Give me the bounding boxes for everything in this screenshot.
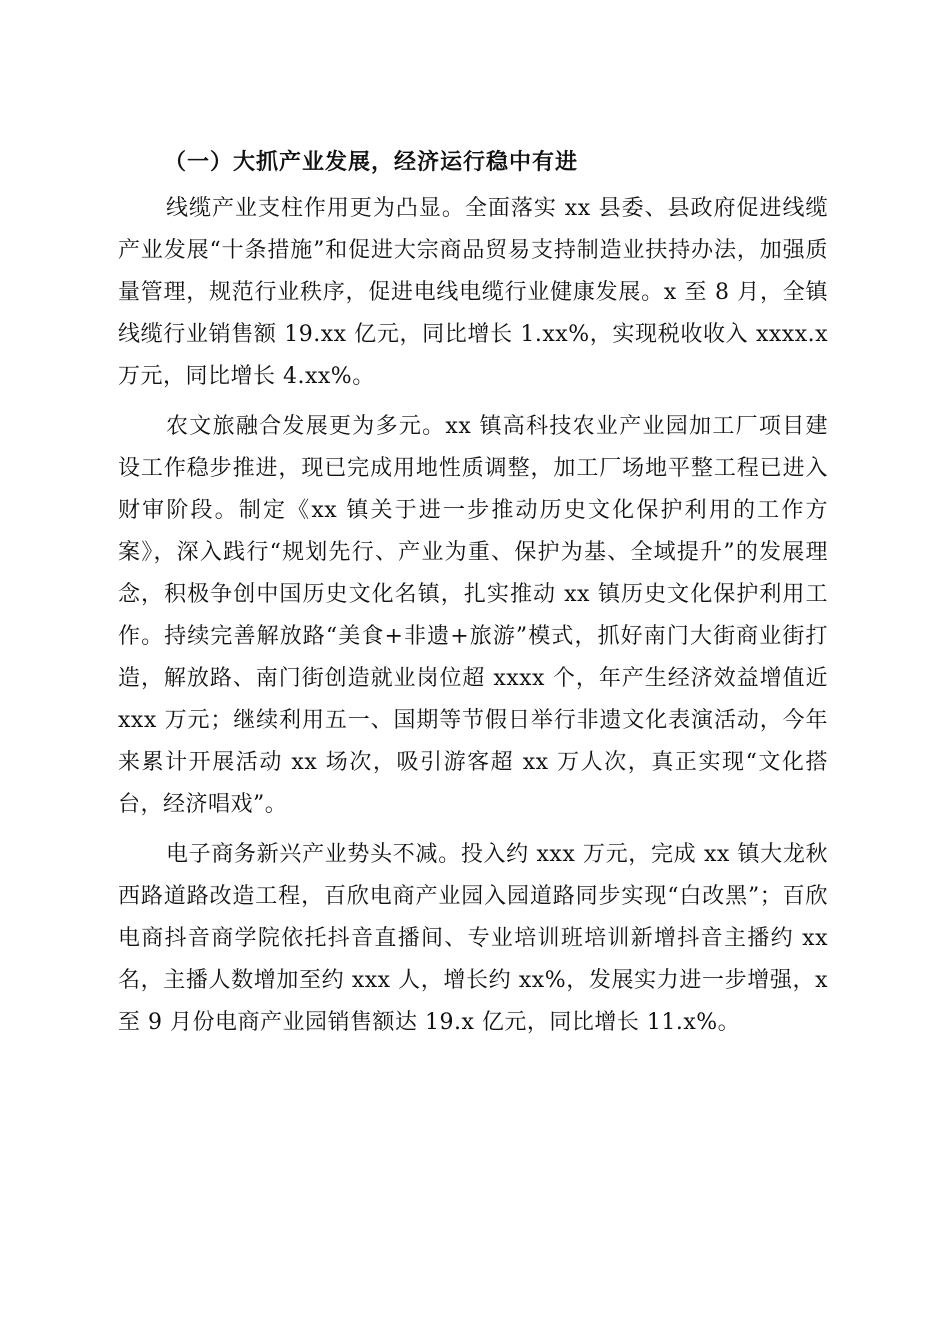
section-heading: （一）大抓产业发展，经济运行稳中有进 <box>164 149 579 175</box>
paragraph-cable-industry: 线缆产业支柱作用更为凸显。全面落实 xx 县委、县政府促进线缆产业发展“十条措施”和促进大宗商品贸易支持制造业扶持办法，加强质量管理，规范行业秩序，促进电线电缆行业健康发展。x 至 8 月，全镇线缆行业销售额 19.xx 亿元，同比增长 1.xx%，实现税收收入 xxxx.x 万元，同比增长 4.xx%。 <box>118 196 828 389</box>
paragraph-ecommerce: 电子商务新兴产业势头不减。投入约 xxx 万元，完成 xx 镇大龙秋西路道路改造工程，百欣电商产业园入园道路同步实现“白改黑”；百欣电商抖音商学院依托抖音直播间、专业培训班培训新增抖音主播约 xx 名，主播人数增加至约 xxx 人，增长约 xx%，发展实力进一步增强，x 至 9 月份电商产业园销售额达 19.x 亿元，同比增长 11.x%。 <box>118 842 828 1035</box>
paragraph-agri-culture-tourism: 农文旅融合发展更为多元。xx 镇高科技农业产业园加工厂项目建设工作稳步推进，现已完成用地性质调整，加工厂场地平整工程已进入财审阶段。制定《xx 镇关于进一步推动历史文化保护利用的工作方案》，深入践行“规划先行、产业为重、保护为基、全域提升”的发展理念，积极争创中国历史文化名镇，扎实推动 xx 镇历史文化保护利用工作。持续完善解放路“美食+非遗+旅游”模式，抓好南门大街商业街打造，解放路、南门街创造就业岗位超 xxxx 个，年产生经济效益增值近 xxx 万元；继续利用五一、国期等节假日举行非遗文化表演活动，今年来累计开展活动 xx 场次，吸引游客超 xx 万人次，真正实现“文化搭台，经济唱戏”。 <box>118 414 828 817</box>
document-body <box>118 140 828 1052</box>
